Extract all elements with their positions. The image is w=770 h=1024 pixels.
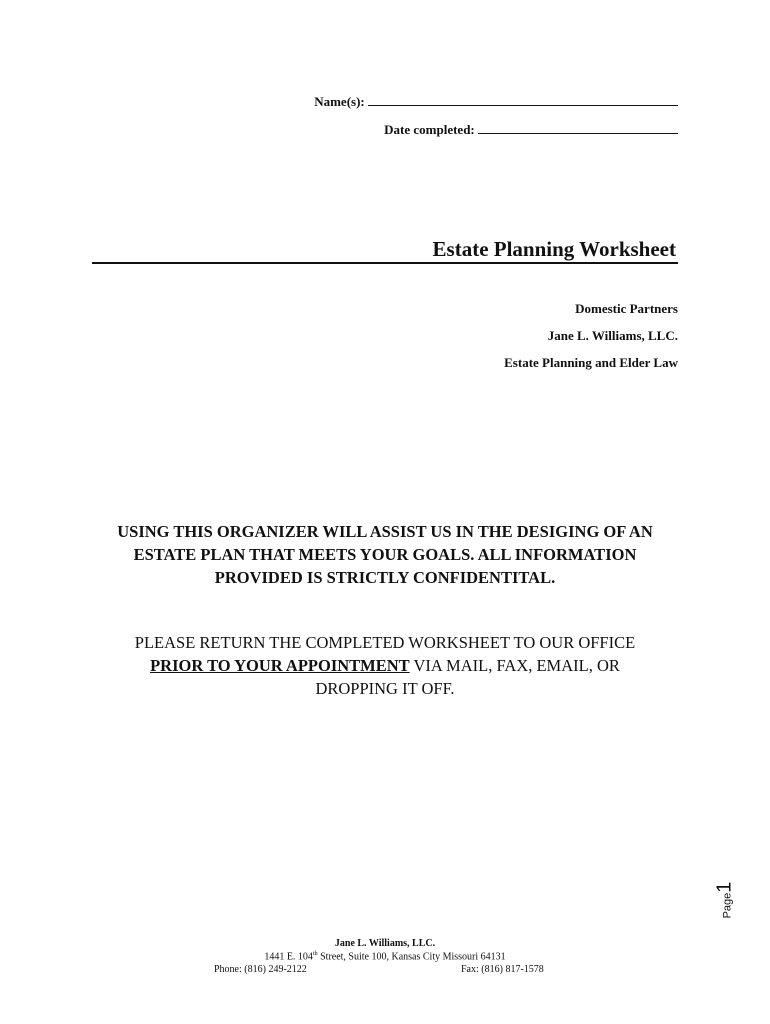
names-field	[314, 94, 678, 110]
page-number-marker	[715, 870, 735, 930]
notice-line-1: USING THIS ORGANIZER WILL ASSIST US IN THE DESIGING OF AN	[117, 522, 653, 541]
return-line-3: DROPPING IT OFF.	[315, 679, 455, 698]
return-line-2-rest: VIA MAIL, FAX, EMAIL, OR	[409, 656, 620, 675]
notice-line-2: ESTATE PLAN THAT MEETS YOUR GOALS. ALL INFORMATION	[133, 545, 637, 564]
return-line-2	[70, 654, 700, 677]
names-label: Name(s):	[314, 94, 365, 109]
footer-fax: Fax: (816) 817-1578	[461, 964, 544, 975]
date-completed-blank-line[interactable]	[478, 123, 678, 134]
confidentiality-notice	[70, 520, 700, 589]
page-label: Page	[721, 892, 734, 919]
footer-address	[0, 951, 770, 962]
footer-address-number: 1441 E. 104	[264, 951, 313, 963]
names-blank-line[interactable]	[368, 95, 678, 106]
page-number: 1	[713, 881, 736, 893]
subtitle-practice-area: Estate Planning and Elder Law	[504, 355, 678, 370]
date-completed-label: Date completed:	[384, 122, 475, 137]
return-instructions	[70, 631, 700, 700]
title-rule	[92, 236, 678, 264]
date-completed-field	[384, 122, 678, 138]
subtitle-firm-name: Jane L. Williams, LLC.	[547, 328, 678, 343]
subtitle-domestic-partners: Domestic Partners	[575, 301, 678, 316]
footer-phone: Phone: (816) 249-2122	[214, 964, 307, 975]
footer-address-sup: th	[312, 951, 318, 957]
footer-address-rest: Street, Suite 100, Kansas City Missouri 64131	[317, 951, 506, 963]
notice-line-3: PROVIDED IS STRICTLY CONFIDENTITAL.	[214, 568, 556, 587]
return-emphasis: PRIOR TO YOUR APPOINTMENT	[150, 656, 410, 675]
footer-firm-name: Jane L. Williams, LLC.	[334, 938, 436, 949]
return-line-1: PLEASE RETURN THE COMPLETED WORKSHEET TO OUR OFFICE	[134, 633, 636, 652]
page-title: Estate Planning Worksheet	[432, 237, 676, 261]
